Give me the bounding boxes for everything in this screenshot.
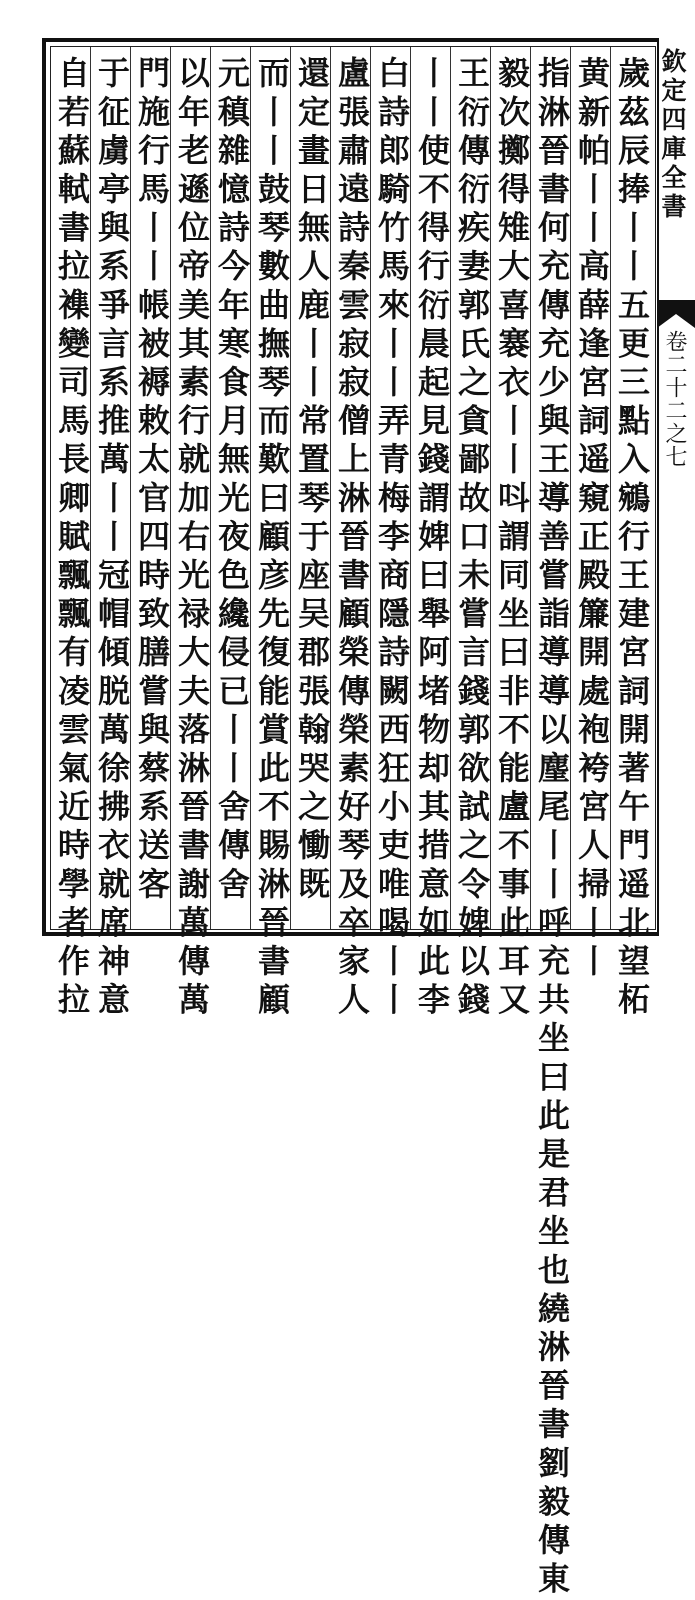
- text-column: 白詩郎騎竹馬來丨丨弄青梅李商隱詩闕西狂小吏唯喝丨丨: [373, 56, 411, 1021]
- text-column: 自若蘇軾書拉襍變司馬長卿賦飄飄有凌雲氣近時學者作拉: [53, 56, 91, 1021]
- text-column: 毅次擲得雉大喜褰衣丨丨呌謂同坐曰非不能盧不事此耳又: [493, 56, 531, 1021]
- text-column: 元稹雜憶詩今年寒食月無光夜色纔侵已丨丨舍傳舍: [213, 56, 251, 906]
- fishtail-mark-icon: [657, 300, 695, 328]
- text-column: 歲茲辰捧丨丨五更三點入鵷行王建宮詞開著午門遥北望柘: [613, 56, 651, 1021]
- text-column: 指淋晉書何充傳充少與王導善嘗詣導導以麈尾丨丨呼充共坐曰此是君坐也繞淋晉書劉毅傳東: [533, 56, 571, 1600]
- margin-book-title: 欽定四庫全書: [658, 48, 687, 222]
- text-column: 黄新帕丨丨高薛逢宮詞遥窺正殿簾開處袍袴宮人掃丨丨: [573, 56, 611, 983]
- margin-section-label: 卷二十二之七: [662, 330, 687, 468]
- text-column: 王衍傳衍疾妻郭氏之貪鄙故口未嘗言錢郭欲試之令婢以錢: [453, 56, 491, 1021]
- text-column: 于征虜亭與系爭言系推萬丨丨冠帽傾脱萬徐拂衣就席神意: [93, 56, 131, 1021]
- text-column: 而丨丨鼓琴數曲撫琴而歎曰顧彦先復能賞此不賜淋晉書顧: [253, 56, 291, 1021]
- text-column: 丨丨使不得行衍晨起見錢謂婢曰舉阿堵物却其措意如此李: [413, 56, 451, 1021]
- text-column: 還定畫日無人鹿丨丨常置琴于座吴郡張翰哭之慟既: [293, 56, 331, 906]
- text-column: 以年老遜位帝美其素行就加右光禄大夫落淋晉書謝萬傳萬: [173, 56, 211, 1021]
- text-column: 門施行馬丨丨帳被褥敕太官四時致膳嘗與蔡系送客: [133, 56, 171, 906]
- text-column: 盧張肅遠詩秦雲寂寂僧上淋晉書顧榮傳榮素好琴及卒家人: [333, 56, 371, 1021]
